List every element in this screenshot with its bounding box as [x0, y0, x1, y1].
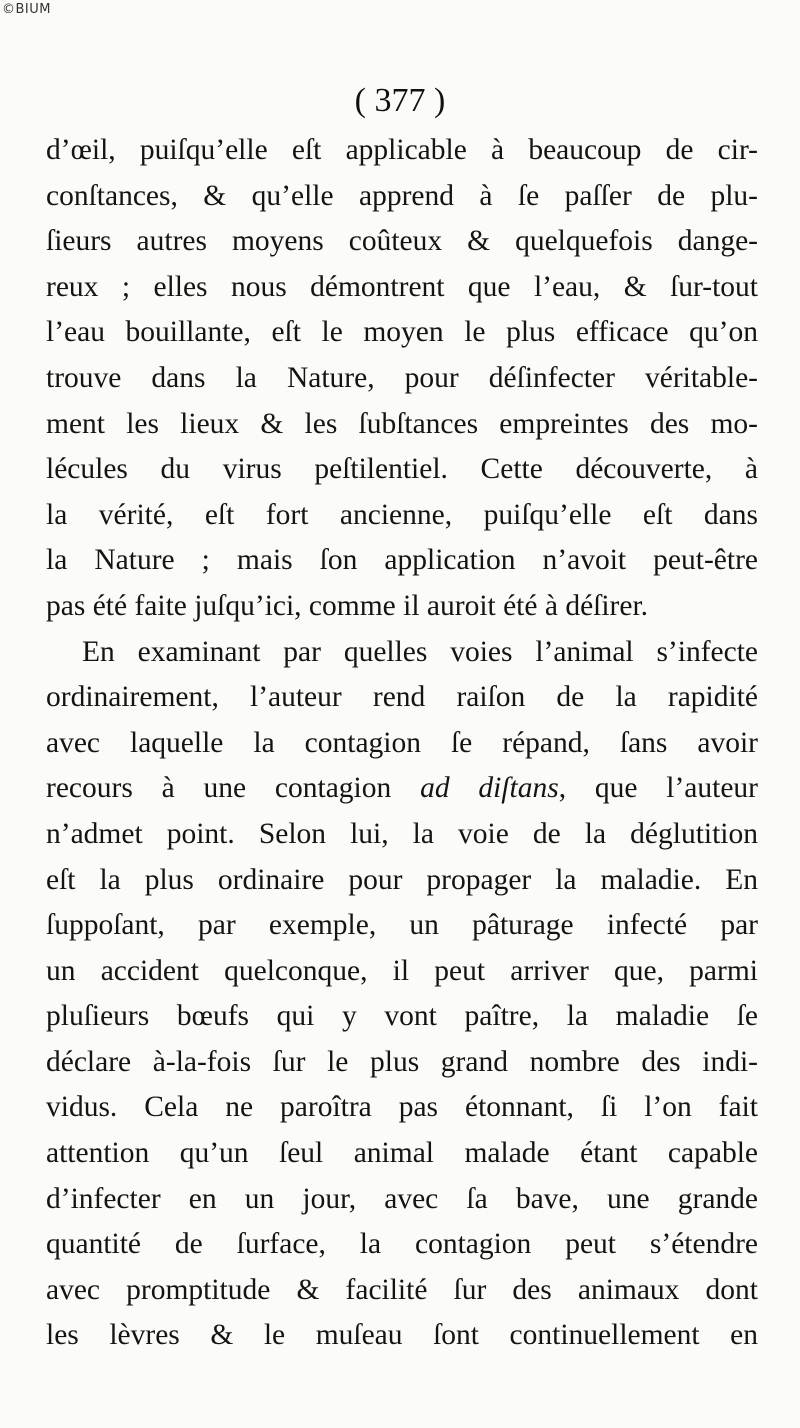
text-line: eſt la plus ordinaire pour propager la maladie. En: [46, 863, 758, 896]
italic-phrase: ad diſtans: [420, 772, 559, 805]
text-line: n’admet point. Selon lui, la voie de la déglutition: [46, 817, 758, 850]
text-line: d’œil, puiſqu’elle eſt applicable à beaucoup de cir-: [46, 134, 758, 166]
text-segment: recours à une contagion: [46, 772, 392, 805]
text-line: les lèvres & le muſeau ſont continuellement en: [46, 1319, 758, 1352]
text-line: attention qu’un ſeul animal malade étant capable: [46, 1137, 758, 1170]
text-line: pas été faite juſqu’ici, comme il auroit été à déſirer.: [46, 589, 649, 622]
text-line: lécules du virus peſtilentiel. Cette découverte, à: [46, 453, 758, 486]
text-line-with-italic: [46, 766, 758, 812]
text-line: un accident quelconque, il peut arriver que, parmi: [46, 954, 758, 987]
text-line: En examinant par quelles voies l’animal s’infecte: [82, 635, 758, 668]
page-number: ( 377 ): [354, 82, 446, 119]
text-line: pluſieurs bœufs qui y vont paître, la maladie ſe: [46, 1000, 758, 1033]
text-line: ſuppoſant, par exemple, un pâturage infecté par: [46, 909, 758, 942]
text-line: trouve dans la Nature, pour déſinfecter véritable-: [46, 361, 758, 394]
text-line: vidus. Cela ne paroîtra pas étonnant, ſi l’on fait: [46, 1091, 758, 1124]
paragraph-2: [46, 630, 758, 1360]
text-line: la vérité, eſt fort ancienne, puiſqu’elle eſt dans: [46, 498, 758, 531]
text-segment: , que l’auteur: [558, 772, 758, 805]
text-line: ordinairement, l’auteur rend raiſon de la rapidité: [46, 681, 758, 714]
text-line: déclare à-la-fois ſur le plus grand nombre des indi-: [46, 1045, 758, 1078]
text-line: reux ; elles nous démontrent que l’eau, & ſur-tout: [46, 270, 758, 303]
text-line: avec promptitude & facilité ſur des animaux dont: [46, 1273, 758, 1306]
text-line: l’eau bouillante, eſt le moyen le plus efficace qu’on: [46, 316, 758, 349]
paragraph-1: [46, 128, 758, 630]
text-line: ſieurs autres moyens coûteux & quelquefois dange-: [46, 225, 758, 258]
watermark: ©BIUM: [2, 2, 51, 17]
text-line: quantité de ſurface, la contagion peut s’étendre: [46, 1228, 758, 1261]
text-line: ment les lieux & les ſubſtances empreintes des mo-: [46, 407, 758, 440]
text-line: la Nature ; mais ſon application n’avoit peut-être: [46, 544, 758, 577]
text-line: d’infecter en un jour, avec ſa bave, une grande: [46, 1182, 758, 1215]
text-line: conſtances, & qu’elle apprend à ſe paſſer de plu-: [46, 179, 758, 212]
text-line: avec laquelle la contagion ſe répand, ſans avoir: [46, 726, 758, 759]
body-text: [46, 128, 758, 1359]
